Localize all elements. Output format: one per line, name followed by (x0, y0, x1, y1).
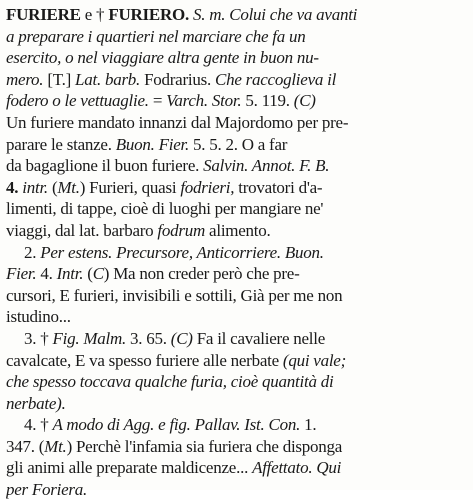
entry-text-segment: 3. 65. (126, 328, 171, 348)
entry-line (6, 393, 469, 415)
entry-line (6, 285, 469, 307)
entry-text-segment: 2. (24, 242, 41, 262)
entry-text-segment: Per estens. Precursore, Anticorriere. Buon. (40, 242, 324, 262)
entry-text-segment: Un furiere mandato innanzi dal Majordomo per pre- (6, 112, 349, 132)
entry-text-segment: gli animi alle preparate maldicenze... (6, 458, 253, 478)
entry-text-segment: FURIERE (6, 5, 81, 24)
entry-line (6, 69, 469, 91)
entry-line (6, 112, 469, 134)
entry-text-segment: fodero o le vettuaglie. (6, 91, 149, 111)
entry-text-segment: Fa il cavaliere nelle (192, 328, 326, 348)
entry-text-segment: 4. † (24, 415, 53, 435)
entry-text-segment: da bagaglione il buon furiere. (6, 156, 204, 176)
entry-text-segment: ) Furieri, quasi (79, 177, 181, 197)
entry-text-segment: nerbate). (6, 393, 66, 413)
entry-text-segment: 5. 5. 2. O a far (188, 134, 288, 154)
entry-line (6, 26, 469, 48)
entry-text-segment: e † (80, 5, 109, 24)
entry-text-segment: Che raccoglieva il (214, 69, 337, 89)
entry-text-segment: esercito, o nel viaggiare altra gente in buon nu- (6, 48, 319, 68)
entry-text-segment: parare le stanze. (6, 134, 116, 154)
entry-text-segment: ( (83, 264, 93, 284)
entry-text-segment: Lat. barb. (75, 69, 141, 89)
entry-line (6, 4, 469, 26)
entry-text-segment: intr. (22, 177, 48, 197)
entry-text-segment: ( (47, 177, 58, 197)
dictionary-entry-furiere (6, 4, 469, 501)
entry-line (6, 177, 469, 199)
entry-line (6, 414, 469, 436)
entry-text-segment: mero. (6, 69, 44, 89)
entry-line (6, 436, 469, 458)
entry-line (6, 350, 469, 372)
entry-text-segment: Mt. (57, 177, 80, 197)
entry-text-segment: trovatori d'a- (234, 177, 323, 197)
entry-text-segment: Varch. Stor. (166, 91, 242, 111)
entry-text-segment: 5. 119. (241, 91, 294, 111)
entry-text-segment: ) Ma non creder però che pre- (103, 264, 300, 284)
entry-text-segment: Fodrarius. (140, 69, 215, 89)
entry-text-segment: FURIERO. (108, 5, 189, 24)
entry-text-segment: S. m. Colui che va avanti (188, 5, 358, 24)
entry-text-segment: 347. ( (6, 436, 45, 456)
entry-text-segment: Fig. Malm. (52, 328, 127, 348)
entry-line (6, 47, 469, 69)
entry-text-segment: [T.] (43, 69, 76, 89)
entry-text-segment: che spesso toccava qualche furia, cioè quantità di (6, 372, 334, 392)
entry-text-segment: a preparare i quartieri nel marciare che fa un (6, 26, 306, 46)
entry-text-segment: istudino... (6, 307, 71, 327)
entry-line (6, 242, 469, 264)
entry-text-segment: viaggi, dal lat. barbaro (6, 220, 158, 240)
entry-text-segment: Fier. (6, 264, 37, 284)
entry-text-segment: = (148, 91, 167, 111)
entry-text-segment: fodrieri, (180, 177, 235, 197)
entry-text-segment: cavalcate, E va spesso furiere alle nerbate (6, 350, 283, 370)
entry-text-segment: Salvin. Annot. F. B. (203, 156, 330, 176)
entry-text-segment: Intr. (56, 264, 84, 284)
entry-text-segment: fodrum (157, 220, 206, 240)
entry-line (6, 263, 469, 285)
entry-line (6, 457, 469, 479)
entry-text-segment: 3. † (24, 328, 53, 348)
entry-line (6, 90, 469, 112)
entry-line (6, 328, 469, 350)
entry-line (6, 371, 469, 393)
entry-text-segment: cursori, E furieri, invisibili e sottili, Già per me non (6, 285, 343, 305)
entry-text-segment: Affettato. Qui (252, 458, 342, 478)
entry-line (6, 306, 469, 328)
entry-text-segment: A modo di Agg. e fig. Pallav. Ist. Con. (52, 415, 301, 435)
entry-text-segment: 1. (300, 415, 317, 435)
entry-text-segment: Buon. Fier. (115, 134, 189, 154)
entry-line (6, 134, 469, 156)
entry-text-segment: alimento. (205, 220, 271, 240)
entry-text-segment: C (92, 264, 104, 284)
entry-text-segment: 4. (6, 177, 23, 197)
entry-line (6, 198, 469, 220)
entry-text-segment: ) Perchè l'infamia sia furiera che disponga (66, 436, 343, 456)
entry-text-segment: (C) (170, 328, 193, 348)
entry-text-segment: Mt. (44, 436, 67, 456)
entry-line (6, 220, 469, 242)
entry-text-segment: limenti, di tappe, cioè di luoghi per mangiare ne' (6, 199, 324, 219)
entry-text-segment: 4. (36, 264, 57, 284)
entry-line (6, 155, 469, 177)
entry-text-segment: (C) (293, 91, 316, 111)
entry-text-segment: (qui vale; (282, 350, 347, 370)
entry-text-segment: per Foriera. (6, 480, 88, 500)
